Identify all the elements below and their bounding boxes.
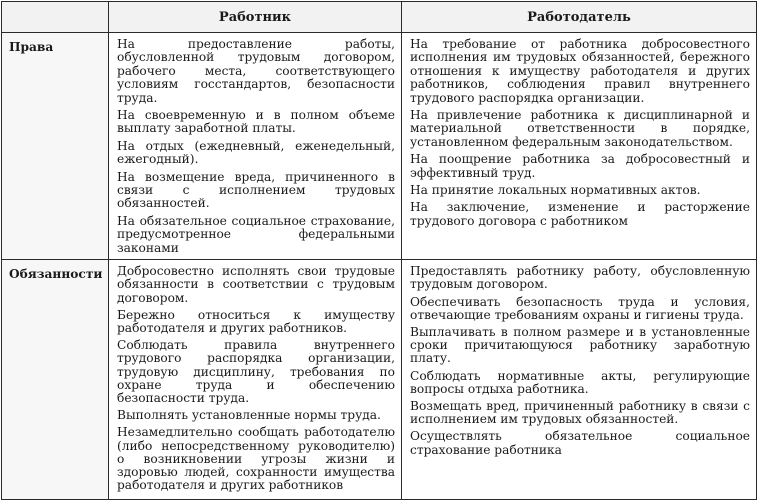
header-employer: Работодатель	[402, 2, 757, 33]
list-item: Выплачивать в полном размере и в установленные сроки причитающуюся работнику заработную плату.	[410, 324, 750, 366]
duties-employer-cell	[402, 260, 757, 500]
row-label-duties: Обязанности	[2, 260, 109, 500]
list-item: Осуществлять обязательное социальное страхование работника	[410, 429, 750, 457]
list-item: На привлечение работника к дисциплинарной и материальной ответственности в порядке, установленном федеральным законодательством.	[410, 108, 750, 149]
table-row-rights	[2, 33, 757, 260]
list-item: Соблюдать правила внутреннего трудового распорядка организации, трудовую дисциплину, требования по охране труда и обеспечению безопасности труда.	[117, 338, 395, 405]
list-item: На отдых (ежедневный, еженедельный, ежегодный).	[117, 138, 395, 167]
rights-duties-table	[1, 1, 757, 500]
list-item: Выполнять установленные нормы труда.	[117, 408, 381, 423]
list-item: На своевременную и в полном объеме выплату заработной платы.	[117, 108, 395, 136]
table-header-row	[2, 2, 757, 33]
list-item: На требование от работника добросовестного исполнения им трудовых обязанностей, бережного отношения к имуществу работодателя и других работников, соблюдения правил внутреннего трудового распорядка организации.	[410, 37, 750, 105]
rights-worker-cell	[109, 33, 402, 260]
list-item: Соблюдать нормативные акты, регулирующие вопросы отдыха работника.	[410, 368, 750, 396]
list-item: Незамедлительно сообщать работодателю (либо непосредственному руководителю) о возникновении угрозы жизни и здоровью людей, сохранности имущества работодателя и других работников	[117, 425, 395, 493]
list-item: На заключение, изменение и расторжение трудового договора с работником	[410, 200, 750, 228]
header-corner-cell	[2, 2, 109, 33]
list-item: Предоставлять работнику работу, обусловленную трудовым договором.	[410, 264, 750, 292]
rights-employer-cell	[402, 33, 757, 260]
header-worker: Работник	[109, 2, 402, 33]
list-item: На возмещение вреда, причиненного в связи с исполнением трудовых обязанностей.	[117, 169, 395, 211]
list-item: Добросовестно исполнять свои трудовые обязанности в соответствии с трудовым договором.	[117, 264, 395, 305]
list-item: На принятие локальных нормативных актов.	[410, 183, 701, 198]
row-label-rights: Права	[2, 33, 109, 260]
list-item: На предоставление работы, обусловленной трудовым договором, рабочего места, соответствующего условиям госстандартов, безопасности труда.	[117, 37, 395, 105]
list-item: Обеспечивать безопасность труда и условия, отвечающие требованиям охраны и гигиены труда.	[410, 294, 750, 322]
table-row-duties	[2, 260, 757, 500]
list-item: Бережно относиться к имуществу работодателя и других работников.	[117, 307, 395, 335]
list-item: На поощрение работника за добросовестный и эффективный труд.	[410, 152, 750, 180]
duties-worker-cell	[109, 260, 402, 500]
list-item: Возмещать вред, причиненный работнику в связи с исполнением им трудовых обязанностей.	[410, 398, 750, 427]
list-item: На обязательное социальное страхование, предусмотренное федеральными законами	[117, 213, 395, 255]
